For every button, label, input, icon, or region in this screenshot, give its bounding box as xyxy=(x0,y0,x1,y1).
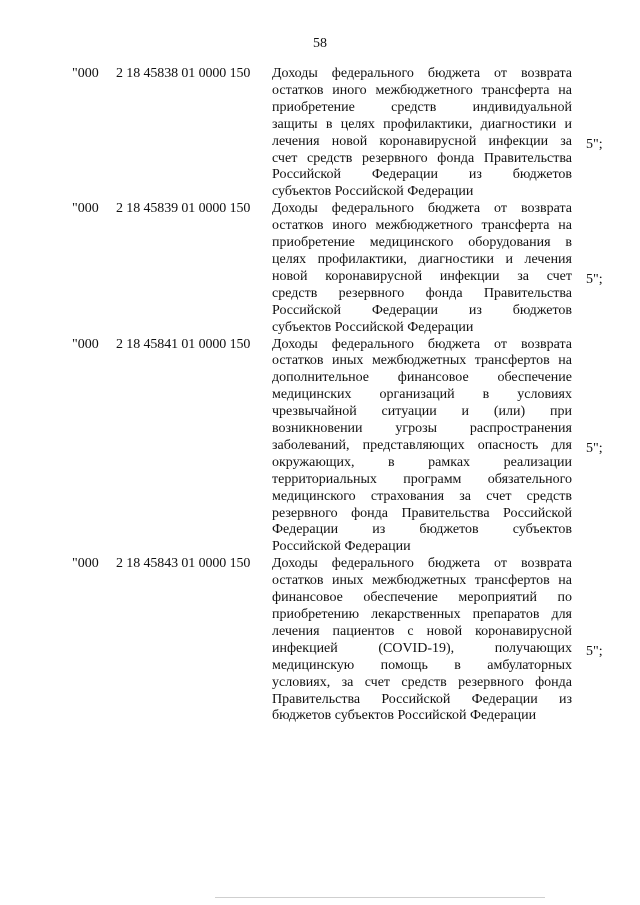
description-line: возникновении угрозы распространения xyxy=(272,421,572,437)
description-line: субъектов Российской Федерации xyxy=(272,319,474,335)
description-line: лечения новой коронавирусной инфекции за xyxy=(272,133,572,149)
budget-classification-code: 2 18 45843 01 0000 150 xyxy=(116,556,251,572)
description-line: финансовое обеспечение мероприятий по xyxy=(272,590,572,606)
budget-code-row xyxy=(0,66,640,201)
description-line: приобретение медицинского оборудования в xyxy=(272,235,572,251)
description-line: Федерации из бюджетов субъектов xyxy=(272,522,572,538)
description-line: инфекцией (COVID-19), получающих xyxy=(272,640,572,656)
description-line: территориальных программ обязательного xyxy=(272,471,572,487)
row-prefix: "000 xyxy=(72,66,99,81)
row-suffix: 5"; xyxy=(586,271,603,287)
description-line: условиях, за счет средств резервного фонда xyxy=(272,674,572,690)
row-prefix: "000 xyxy=(72,556,99,572)
description-line: Доходы федерального бюджета от возврата xyxy=(272,556,572,572)
description-line: Российской Федерации xyxy=(272,539,411,555)
description-line: остатков иного межбюджетного трансферта на xyxy=(272,82,572,98)
description-line: Доходы федерального бюджета от возврата xyxy=(272,66,572,81)
description-line: заболеваний, представляющих опасность для xyxy=(272,437,572,453)
income-description xyxy=(272,556,572,725)
description-line: субъектов Российской Федерации xyxy=(272,184,474,200)
description-line: новой коронавирусной инфекции за счет xyxy=(272,268,572,284)
description-line: чрезвычайной ситуации и (или) при xyxy=(272,404,572,420)
row-suffix: 5"; xyxy=(586,643,603,659)
budget-code-row xyxy=(0,556,640,725)
row-prefix: "000 xyxy=(72,201,99,217)
budget-classification-code: 2 18 45841 01 0000 150 xyxy=(116,336,251,352)
description-line: остатков иных межбюджетных трансфертов на xyxy=(272,353,572,369)
income-description xyxy=(272,201,572,336)
description-line: Доходы федерального бюджета от возврата xyxy=(272,201,572,217)
scan-edge-line xyxy=(215,897,545,901)
description-line: дополнительное финансовое обеспечение xyxy=(272,370,572,386)
description-line: Российской Федерации из бюджетов xyxy=(272,302,572,318)
row-suffix: 5"; xyxy=(586,440,603,456)
budget-classification-code: 2 18 45839 01 0000 150 xyxy=(116,201,251,217)
description-line: приобретение средств индивидуальной xyxy=(272,99,572,115)
description-line: счет средств резервного фонда Правительства xyxy=(272,150,572,166)
description-line: остатков иного межбюджетного трансферта на xyxy=(272,218,572,234)
description-line: целях профилактики, диагностики и лечения xyxy=(272,251,572,267)
description-line: защиты в целях профилактики, диагностики и xyxy=(272,116,572,132)
row-prefix: "000 xyxy=(72,336,99,352)
description-line: бюджетов субъектов Российской Федерации xyxy=(272,708,537,724)
page-number: 58 xyxy=(313,36,327,51)
description-line: медицинскую помощь в амбулаторных xyxy=(272,657,572,673)
description-line: средств резервного фонда Правительства xyxy=(272,285,572,301)
budget-codes-table xyxy=(0,66,640,725)
description-line: медицинских организаций в условиях xyxy=(272,387,572,403)
income-description xyxy=(272,337,572,557)
income-description xyxy=(272,66,572,201)
description-line: медицинского страхования за счет средств xyxy=(272,488,572,504)
budget-code-row xyxy=(0,201,640,336)
description-line: приобретению лекарственных препаратов для xyxy=(272,607,572,622)
row-suffix: 5"; xyxy=(586,136,603,152)
description-line: окружающих, в рамках реализации xyxy=(272,454,572,470)
description-line: Российской Федерации из бюджетов xyxy=(272,167,572,183)
description-line: Доходы федерального бюджета от возврата xyxy=(272,336,572,352)
budget-classification-code: 2 18 45838 01 0000 150 xyxy=(116,66,251,81)
description-line: лечения пациентов с новой коронавирусной xyxy=(272,623,572,639)
description-line: резервного фонда Правительства Российской xyxy=(272,505,572,521)
budget-code-row xyxy=(0,337,640,557)
description-line: остатков иных межбюджетных трансфертов на xyxy=(272,573,572,589)
description-line: Правительства Российской Федерации из xyxy=(272,691,572,707)
